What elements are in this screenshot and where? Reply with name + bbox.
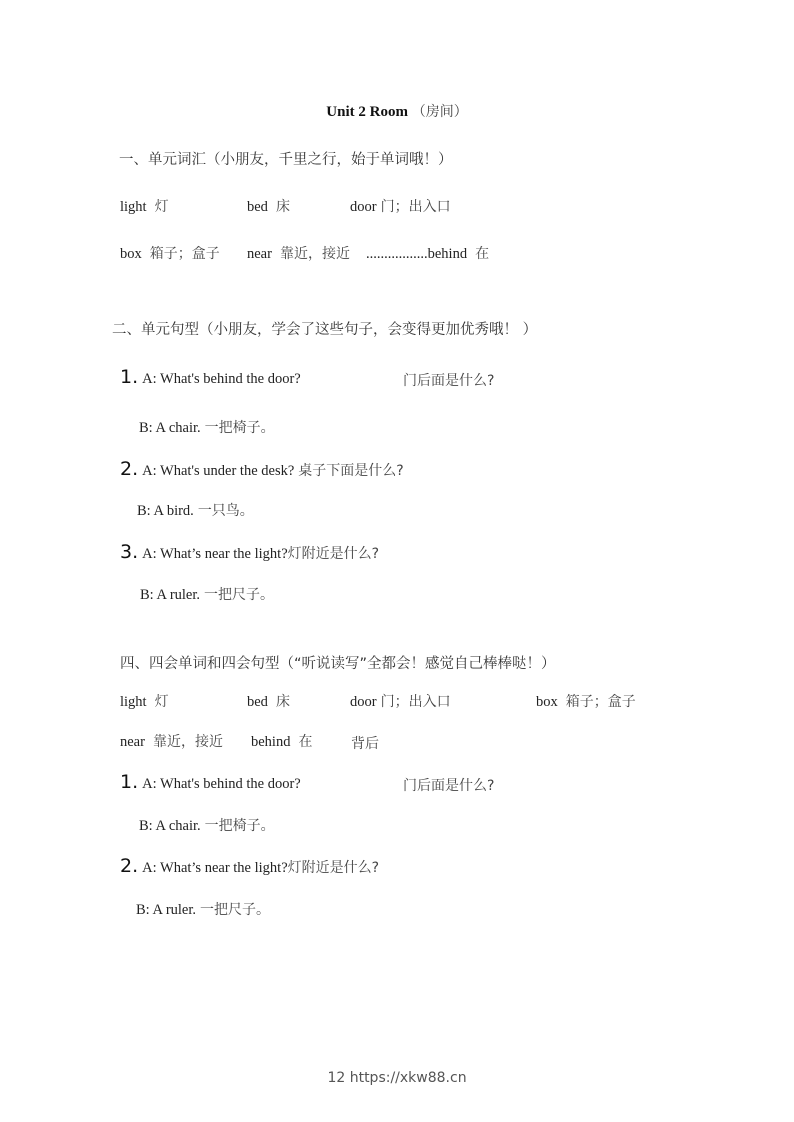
sentence-answer: B: A ruler. 一把尺子。 [136, 902, 271, 918]
vocab-item: box 箱子；盒子 [120, 246, 220, 262]
sentence-question: 2. A: What's under the desk? 桌子下面是什么? [120, 458, 404, 480]
title-cn: （房间） [411, 104, 468, 120]
sentence-question: 2. A: What’s near the light? 灯附近是什么? [120, 855, 380, 877]
vocab-item: bed 床 [247, 199, 290, 215]
vocab-item: door 门；出入口 [350, 694, 451, 710]
sentence-question-cn: 门后面是什么? [403, 778, 495, 794]
sentence-question: 1. A: What's behind the door? [120, 366, 301, 388]
sentence-question: 1. A: What's behind the door? [120, 771, 301, 793]
vocab-item: light 灯 [120, 199, 169, 215]
sentence-answer: B: A ruler. 一把尺子。 [140, 587, 275, 603]
title-en: Unit 2 Room [326, 104, 408, 120]
sentence-question: 3. A: What’s near the light? 灯附近是什么? [120, 541, 380, 563]
section2-heading: 二、单元句型（小朋友，学会了这些句子，会变得更加优秀哦！ ） [112, 322, 538, 338]
vocab-item: box 箱子；盒子 [536, 694, 636, 710]
vocab-item: behind 在 [251, 734, 313, 750]
sentence-answer: B: A chair. 一把椅子。 [139, 420, 275, 436]
vocab-item: near 靠近，接近 [120, 734, 223, 750]
vocab-item: bed 床 [247, 694, 290, 710]
page-footer: 12 https://xkw88.cn [327, 1070, 467, 1086]
vocab-item: near 靠近，接近 [247, 246, 350, 262]
vocab-item: door 门；出入口 [350, 199, 451, 215]
vocab-item-continued: 背后 [351, 736, 379, 752]
section4-heading: 四、四会单词和四会句型（“听说读写”全都会！感觉自己棒棒哒！） [120, 656, 556, 672]
vocab-item: light 灯 [120, 694, 169, 710]
sentence-answer: B: A bird. 一只鸟。 [137, 503, 254, 519]
vocab-item: .................behind 在 [366, 246, 490, 262]
sentence-answer: B: A chair. 一把椅子。 [139, 818, 275, 834]
page-title [0, 101, 794, 121]
sentence-question-cn: 门后面是什么? [403, 373, 495, 389]
section1-heading: 一、单元词汇（小朋友，千里之行，始于单词哦！） [119, 152, 453, 168]
